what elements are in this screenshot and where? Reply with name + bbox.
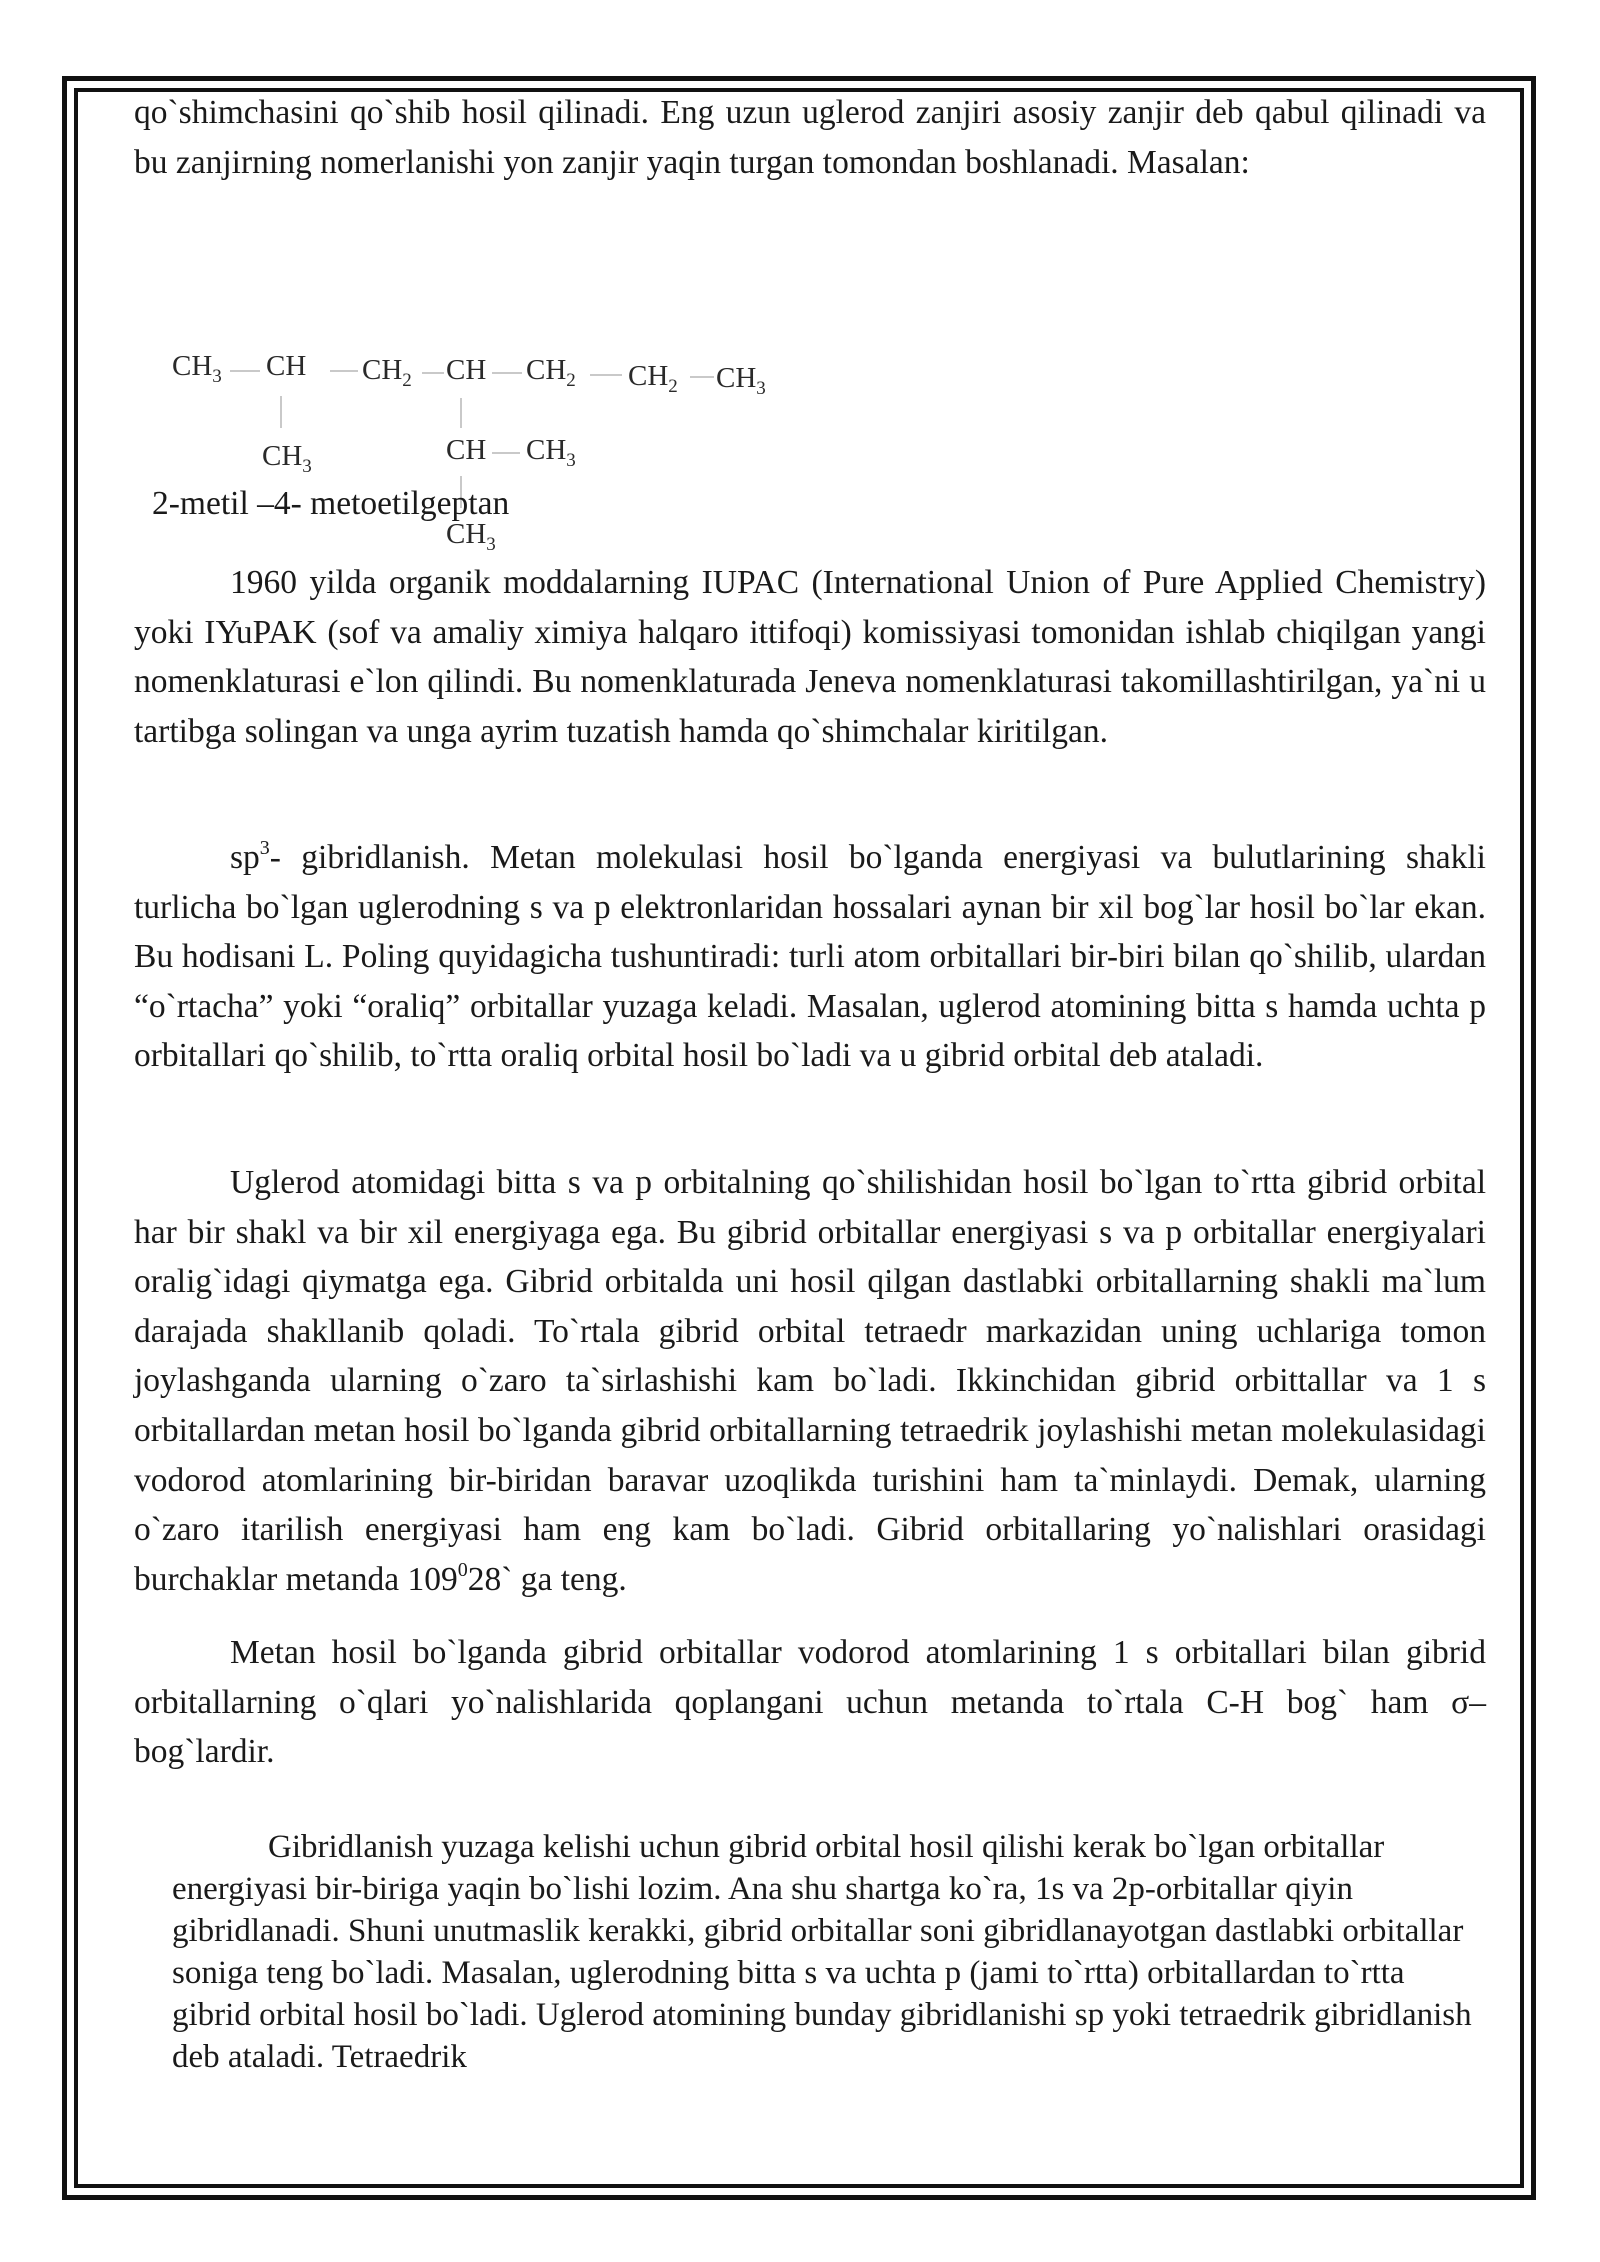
chain-ch2-6: $CH_2$ [628,360,678,397]
chain-ch2-5: $CH_2$ [526,354,576,391]
paragraph-uglerod [134,1158,1486,1604]
bond [230,370,260,372]
page-content [134,88,1486,2075]
bond [422,372,444,374]
chain-ch-2: CH [266,350,307,382]
chain-ch3-7: $CH_3$ [716,362,766,399]
bond [492,372,522,374]
degree-superscript: 0 [457,1558,468,1581]
chain-ch-4: CH [446,354,487,386]
formula-caption: 2-metil –4- metoetilgeptan [152,485,510,522]
sp3-superscript: 3 [259,836,270,859]
bond [590,374,622,376]
paragraph-gibrid: Gibridlanish yuzaga kelishi uchun gibrid orbital hosil qilishi kerak bo`lgan orbitallar energiyasi bir-biriga yaqin bo`lishi lozim. Ana shu shartga ko`ra, 1s va 2p-orbitallar qiyin gibridlanadi. Shuni unutmaslik kerakki, gibrid orbitallar soni gibridlanayotgan dastlabki orbitallar soniga teng bo`ladi. Masalan, uglerodning bitta s va uchta p (jami to`rtta) orbitallardan to`rtta gibrid orbital hosil bo`ladi. Uglerod atomining bunday gibridlanishi sp yoki tetraedrik gibridlanish deb ataladi. Tetraedrik [172,1829,1472,2075]
structural-formula [134,254,1486,574]
bond [460,398,462,428]
chain-ch3-1: $CH_3$ [172,350,222,387]
branch-ch3-bottom: $CH_3$ [446,518,496,555]
bond [280,396,282,428]
paragraph-iupac: 1960 yilda organik moddalarning IUPAC (International Union of Pure Applied Chemistry) yoki IYuPAK (sof va amaliy ximiya halqaro ittifoqi) komissiyasi tomonidan ishlab chiqilgan yangi nomenklaturasi e`lon qilindi. Bu nomenklaturada Jeneva nomenklaturasi takomillashtirilgan, ya`ni u tartibga solingan va unga ayrim tuzatish hamda qo`shimchalar kiritilgan. [134,564,1486,750]
uglerod-main: Uglerod atomidagi bitta s va p orbitalning qo`shilishidan hosil bo`lgan to`rtta gibrid orbital har bir shakl va bir xil energiyaga ega. Bu gibrid orbitallar energiyasi s va p orbitallar energiyalari oralig`idagi qiymatga ega. Gibrid orbitalda uni hosil qilgan dastlabki orbitallarning shakli ma`lum darajada shakllanib qoladi. To`rtala gibrid orbital tetraedr markazidan uning uchlariga tomon joylashganda ularning o`zaro ta`sirlashishi kam bo`ladi. Ikkinchidan gibrid orbittallar va 1 s orbitallardan metan hosil bo`lganda gibrid orbitallarning tetraedrik joylashishi metan molekulasidagi vodorod atomlarining bir-biridan baravar uzoqlikda turishini ham ta`minlaydi. Demak, ularning o`zaro itarilish energiyasi ham eng kam bo`ladi. Gibrid orbitallaring yo`nalishlari orasidagi burchaklar metanda 109 [134,1164,1486,1598]
bond [492,452,520,454]
sp3-rest: - gibridlanish. Metan molekulasi hosil bo`lganda energiyasi va bulutlarining shakli turlicha bo`lgan uglerodning s va p elektronlaridan hossalari aynan bir xil bog`lar hosil bo`lar ekan. Bu hodisani L. Poling quyidagicha tushuntiradi: turli atom orbitallari bir-biri bilan qo`shilib, ulardan “o`rtacha” yoki “oraliq” orbitallar yuzaga keladi. Masalan, uglerod atomining bitta s hamda uchta p orbitallari qo`shilib, to`rtta oraliq orbital hosil bo`ladi va u gibrid orbital deb ataladi. [134,839,1486,1075]
branch-ch3: $CH_3$ [262,440,312,477]
paragraph-intro: qo`shimchasini qo`shib hosil qilinadi. Eng uzun uglerod zanjiri asosiy zanjir deb qabul qilinadi va bu zanjirning nomerlanishi yon zanjir yaqin turgan tomondan boshlanadi. Masalan: [134,94,1486,181]
bond [330,370,358,372]
paragraph-sp3 [134,833,1486,1081]
branch-ch: CH [446,434,487,466]
paragraph-metan: Metan hosil bo`lganda gibrid orbitallar vodorod atomlarining 1 s orbitallari bilan gibrid orbitallarning o`qlari yo`nalishlarida qoplangani uchun metanda to`rtala C-H bog` ham σ– bog`lardir. [134,1634,1486,1771]
uglerod-end: 28` ga teng. [467,1560,627,1598]
chain-ch2-3: $CH_2$ [362,354,412,391]
sp3-lead: sp [230,839,260,876]
bond [690,376,714,378]
branch-ch3-side: $CH_3$ [526,434,576,471]
